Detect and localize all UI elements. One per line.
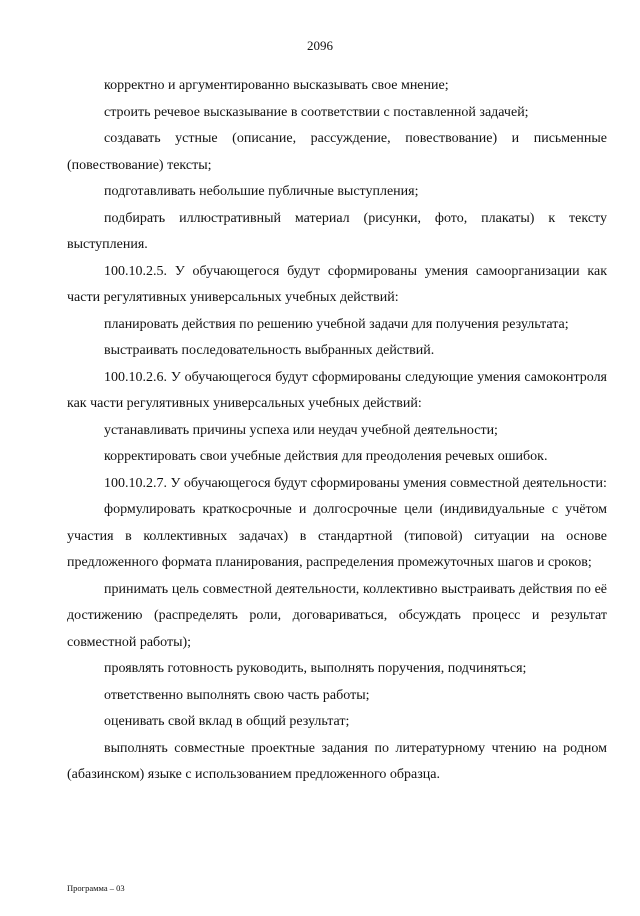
paragraph: устанавливать причины успеха или неудач учебной деятельности;	[104, 422, 498, 438]
paragraph: проявлять готовность руководить, выполнять поручения, подчиняться;	[104, 661, 527, 676]
paragraph: оценивать свой вклад в общий результат;	[104, 714, 350, 729]
paragraph: выполнять совместные проектные задания по литературному чтению на родном (абазинском) языке с использованием предложенного образца.	[67, 740, 607, 782]
paragraph: выстраивать последовательность выбранных действий.	[104, 343, 435, 358]
paragraph: подбирать иллюстративный материал (рисунки, фото, плакаты) к тексту выступления.	[67, 210, 607, 252]
paragraph: планировать действия по решению учебной задачи для получения результата;	[104, 316, 569, 332]
paragraph: принимать цель совместной деятельности, коллективно выстраивать действия по её достижению (распределять роли, договариваться, обсуждать процесс и результат совместной работы);	[67, 581, 607, 650]
document-body	[67, 73, 607, 789]
paragraph: корректно и аргументированно высказывать свое мнение;	[104, 78, 449, 93]
paragraph: ответственно выполнять свою часть работы;	[104, 687, 370, 703]
paragraph: создавать устные (описание, рассуждение, повествование) и письменные (повествование) тексты;	[67, 131, 607, 173]
paragraph: корректировать свои учебные действия для преодоления речевых ошибок.	[104, 449, 548, 464]
paragraph: формулировать краткосрочные и долгосрочные цели (индивидуальные с учётом участия в коллективных задачах) в стандартной (типовой) ситуации на основе предложенного формата планирования, распределения промежуточных шагов и сроков;	[67, 502, 607, 570]
paragraph: строить речевое высказывание в соответствии с поставленной задачей;	[104, 104, 529, 120]
page-number: 2096	[307, 38, 333, 53]
paragraph: подготавливать небольшие публичные выступления;	[104, 184, 419, 199]
footer-label: Программа – 03	[67, 883, 125, 893]
paragraph: 100.10.2.6. У обучающегося будут сформированы следующие умения самоконтроля как части регулятивных универсальных учебных действий:	[67, 369, 607, 411]
paragraph: 100.10.2.5. У обучающегося будут сформированы умения самоорганизации как части регулятивных универсальных учебных действий:	[67, 263, 607, 305]
paragraph: 100.10.2.7. У обучающегося будут сформированы умения совместной деятельности:	[104, 475, 607, 491]
